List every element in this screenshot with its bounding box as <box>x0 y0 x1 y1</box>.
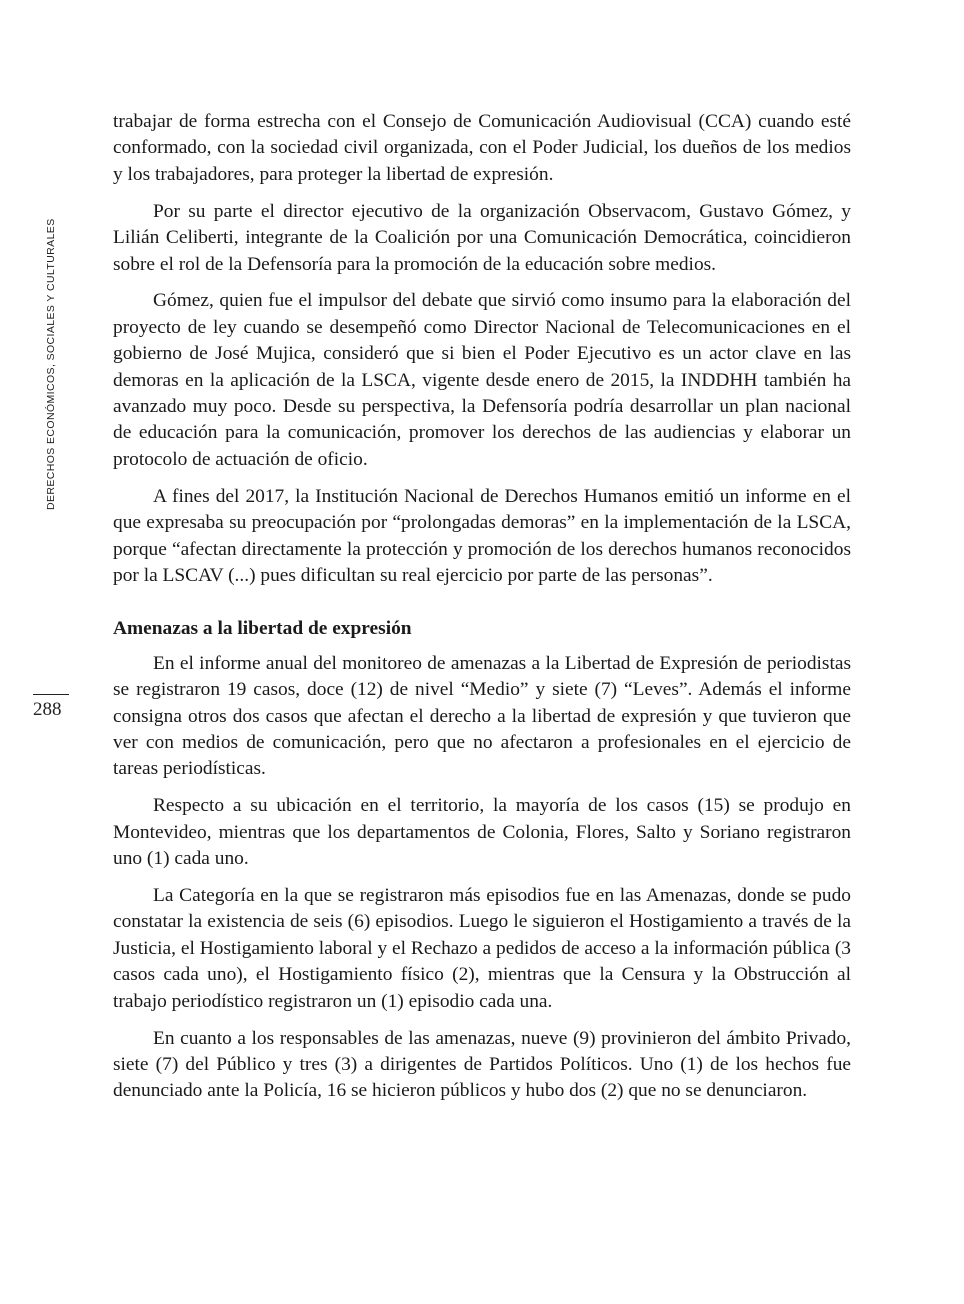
paragraph: Por su parte el director ejecutivo de la organización Observacom, Gustavo Gómez, y Lilián Celiberti, integrante de la Coalición por una Comunicación Democrática, coincidieron sobre el rol de la Defensoría para la promoción de la educación sobre medios. <box>113 200 851 275</box>
page-number: 288 <box>33 699 62 720</box>
paragraph: A fines del 2017, la Institución Nacional de Derechos Humanos emitió un informe en el que expresaba su preocupación por “prolongadas demoras” en la implementación de la LSCA, porque “afectan directamente la protección y promoción de los derechos humanos reconocidos por la LSCAV (...) pues dificultan su real ejercicio por parte de las personas”. <box>113 485 851 586</box>
page-number-rule <box>33 694 69 695</box>
paragraph: En el informe anual del monitoreo de amenazas a la Libertad de Expresión de periodistas se registraron 19 casos, doce (12) de nivel “Medio” y siete (7) “Leves”. Además el informe consigna otros dos casos que afectan el derecho a la libertad de expresión y que tuvieron que ver con medios de comunicación, pero que no afectaron a profesionales en el ejercicio de tareas periodísticas. <box>113 652 851 780</box>
paragraph: Gómez, quien fue el impulsor del debate que sirvió como insumo para la elaboración del proyecto de ley cuando se desempeñó como Director Nacional de Telecomunicaciones en el gobierno de José Mujica, consideró que si bien el Poder Ejecutivo es un actor clave en las demoras en la aplicación de la LSCA, vigente desde enero de 2015, la INDDHH también ha avanzado muy poco. Desde su perspectiva, la Defensoría podría desarrollar un plan nacional de educación para la comunicación, promover los derechos de las audiencias y elaborar un protocolo de actuación de oficio. <box>113 290 851 470</box>
section-heading: Amenazas a la libertad de expresión <box>113 618 412 640</box>
running-header-vertical: DERECHOS ECONÓMICOS, SOCIALES Y CULTURALES <box>45 218 57 510</box>
paragraph-continued: trabajar de forma estrecha con el Consejo de Comunicación Audiovisual (CCA) cuando esté conformado, con la sociedad civil organizada, con el Poder Judicial, los dueños de los medios y los trabajadores, para proteger la libertad de expresión. <box>113 111 851 185</box>
body-text <box>113 109 851 1115</box>
paragraph: Respecto a su ubicación en el territorio, la mayoría de los casos (15) se produjo en Montevideo, mientras que los departamentos de Colonia, Flores, Salto y Soriano registraron uno (1) cada uno. <box>113 795 851 870</box>
paragraph: La Categoría en la que se registraron más episodios fue en las Amenazas, donde se pudo constatar la existencia de seis (6) episodios. Luego le siguieron el Hostigamiento a través de la Justicia, el Hostigamiento laboral y el Rechazo a pedidos de acceso a la información pública (3 casos cada uno), el Hostigamiento físico (2), mientras que la Censura y la Obstrucción al trabajo periodístico registraron un (1) episodio cada una. <box>113 885 851 1012</box>
paragraph: En cuanto a los responsables de las amenazas, nueve (9) provinieron del ámbito Privado, siete (7) del Público y tres (3) a dirigentes de Partidos Políticos. Uno (1) de los hechos fue denunciado ante la Policía, 16 se hicieron públicos y hubo dos (2) que no se denunciaron. <box>113 1027 851 1102</box>
